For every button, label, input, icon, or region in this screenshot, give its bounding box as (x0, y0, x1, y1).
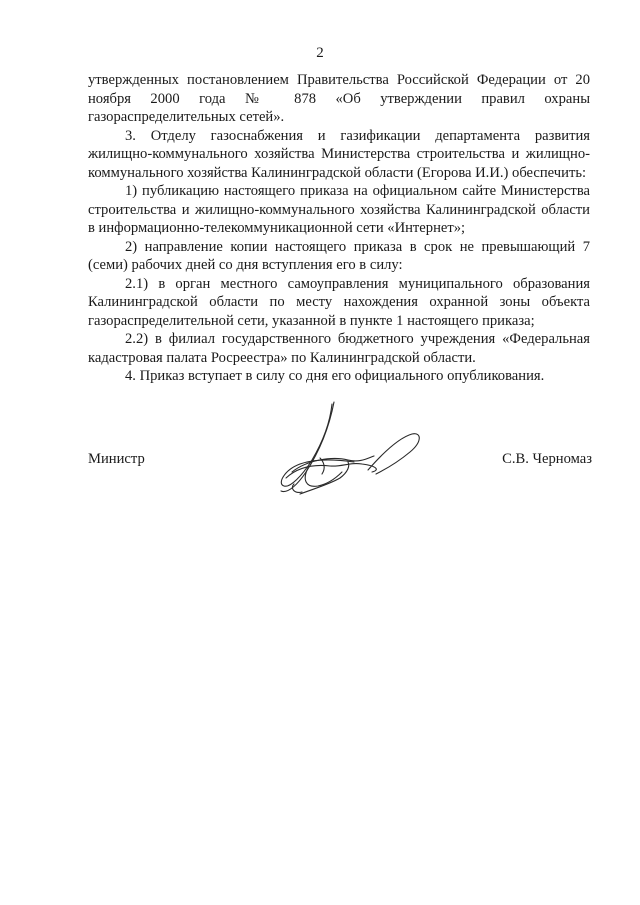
signer-title: Министр (88, 451, 145, 467)
document-body (88, 71, 590, 386)
paragraph-continuation: утвержденных постановлением Правительства Российской Федерации от 20 ноября 2000 года № 878 «Об утверждении правил охраны газораспределительных сетей». (88, 72, 590, 125)
paragraph-item-4: 4. Приказ вступает в силу со дня его официального опубликования. (125, 368, 545, 384)
paragraph-item-3: 3. Отделу газоснабжения и газификации департамента развития жилищно-коммунального хозяйства Министерства строительства и жилищно-коммунального хозяйства Калининградской области (Егорова И.И.) обеспечить: (88, 127, 590, 181)
paragraph-subitem-2: 2) направление копии настоящего приказа в срок не превышающий 7 (семи) рабочих дней со дня вступления его в силу: (88, 238, 590, 273)
page-number: 2 (316, 45, 324, 61)
signature-block (88, 450, 592, 470)
paragraph-subitem-2-1: 2.1) в орган местного самоуправления муниципального образования Калининградской области по месту нахождения охранной зоны объекта газораспределительной сети, указанной в пункте 1 настоящего приказа; (88, 275, 590, 329)
paragraph-subitem-2-2: 2.2) в филиал государственного бюджетного учреждения «Федеральная кадастровая палата Росреестра» по Калининградской области. (88, 331, 590, 366)
paragraph-subitem-1: 1) публикацию настоящего приказа на официальном сайте Министерства строительства и жилищно-коммунального хозяйства Калининградской области в информационно-телекоммуникационной сети «Интернет»; (88, 183, 590, 236)
signer-name: С.В. Черномаз (502, 451, 592, 467)
